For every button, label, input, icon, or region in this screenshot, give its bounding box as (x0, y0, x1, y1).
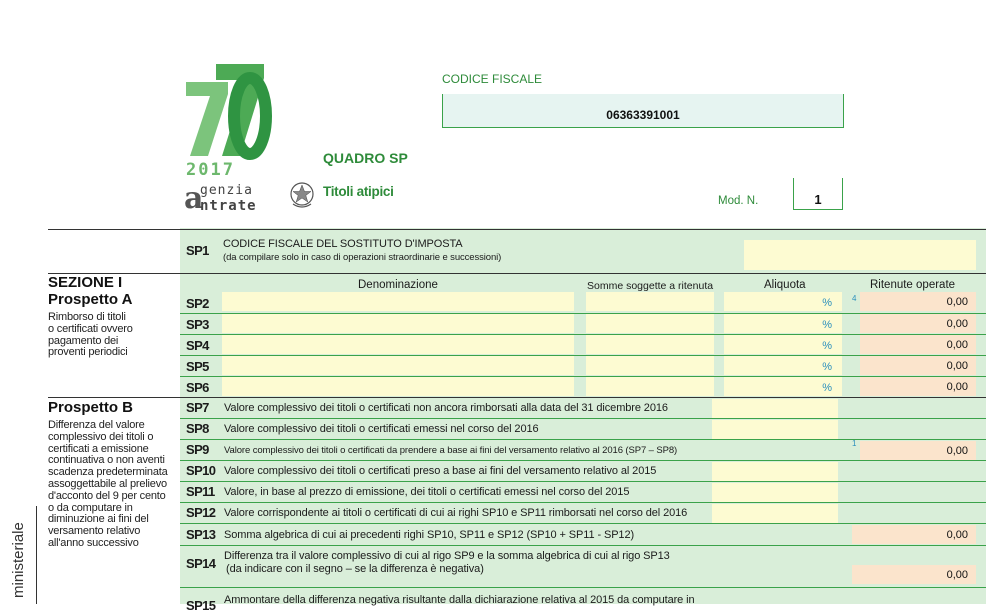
prospetto-a-title: Prospetto A (48, 291, 133, 308)
row-code-sp14: SP14 (186, 556, 216, 571)
row-divider (180, 587, 986, 588)
sp11-value-input[interactable] (712, 483, 838, 502)
percent-sign: % (822, 297, 832, 309)
sp14-value: 0,00 (946, 569, 968, 581)
desc-line: versamento relativo (48, 525, 141, 538)
agenzia-line2: ntrate (200, 198, 257, 214)
desc-line: scadenza predeterminata (48, 466, 168, 479)
row-divider (180, 481, 986, 482)
row-code-sp5: SP5 (186, 359, 209, 374)
desc-line: Differenza del valore (48, 419, 145, 431)
quadro-subtitle: Titoli atipici (323, 184, 394, 199)
section-divider (48, 273, 986, 274)
sp7-text: Valore complessivo dei titoli o certificati non ancora rimborsati alla data del 31 dicembre 2016 (224, 402, 668, 414)
sp7-value-input[interactable] (712, 399, 838, 418)
sp4-aliquota-input[interactable] (724, 335, 842, 354)
sp10-value-input[interactable] (712, 462, 838, 481)
side-ministeriale-label: ministeriale (10, 522, 27, 598)
prospetto-b-divider (48, 397, 986, 398)
sp11-text: Valore, in base al prezzo di emissione, dei titoli o certificati emessi nel corso del 2015 (224, 486, 630, 498)
col-aliquota: Aliquota (764, 279, 806, 291)
desc-line: o certificati ovvero (48, 322, 133, 335)
agenzia-line1: genzia (200, 183, 253, 198)
percent-sign: % (822, 361, 832, 373)
col-denominazione: Denominazione (358, 279, 438, 291)
row-code-sp6: SP6 (186, 380, 209, 395)
logo-770-graphic (184, 60, 294, 160)
prospetto-b-title: Prospetto B (48, 399, 134, 416)
row-divider (180, 418, 986, 419)
sp12-text: Valore corrispondente ai titoli o certificati di cui ai righi SP10 e SP11 rimborsati nel corso del 2016 (224, 507, 688, 519)
row-code-sp10: SP10 (186, 463, 216, 478)
model-770-logo (184, 60, 294, 220)
sp9-field-num: 1 (852, 439, 857, 448)
sp3-aliquota-input[interactable] (724, 314, 842, 333)
sp6-ritenute-input[interactable] (860, 377, 976, 396)
desc-line: certificati a emissione (48, 442, 149, 455)
row-divider (180, 502, 986, 503)
row-code-sp15: SP15 (186, 598, 216, 613)
sp14-text2: (da indicare con il segno – se la differenza è negativa) (226, 563, 484, 575)
sp4-somme-input[interactable] (586, 335, 714, 354)
percent-sign: % (822, 319, 832, 331)
agenzia-initial: a (184, 181, 204, 216)
desc-line: pagamento dei (48, 334, 119, 347)
top-divider (48, 229, 986, 230)
row-code-sp7: SP7 (186, 400, 209, 415)
republic-emblem-icon (289, 180, 315, 210)
row-divider (180, 523, 986, 524)
row-code-sp1: SP1 (186, 243, 209, 258)
sp5-aliquota-input[interactable] (724, 356, 842, 375)
sp6-aliquota-input[interactable] (724, 377, 842, 396)
mod-n-field[interactable] (793, 178, 843, 210)
cf-box-ticks (443, 94, 843, 100)
desc-line: assoggettabile al prelievo (48, 477, 167, 490)
sp8-value-input[interactable] (712, 420, 838, 439)
sp5-ritenute-value: 0,00 (946, 360, 968, 372)
percent-sign: % (822, 340, 832, 352)
sp6-somme-input[interactable] (586, 377, 714, 396)
sp9-text: Valore complessivo dei titoli o certificati da prendere a base ai fini del versamento relativo al 2016 (SP7 – SP8) (224, 445, 678, 456)
sp2-denominazione-input[interactable] (222, 292, 574, 311)
sp8-text: Valore complessivo dei titoli o certificati emessi nel corso del 2016 (224, 423, 539, 435)
sp12-value-input[interactable] (712, 504, 838, 523)
row-code-sp2: SP2 (186, 296, 209, 311)
row-code-sp9: SP9 (186, 442, 209, 457)
sp14-value-input[interactable] (852, 565, 976, 584)
codice-fiscale-label: CODICE FISCALE (442, 72, 543, 86)
sp1-title: CODICE FISCALE DEL SOSTITUTO D'IMPOSTA (223, 238, 463, 250)
sp2-ritenute-value: 0,00 (946, 296, 968, 308)
desc-line: o da computare in (48, 501, 133, 514)
row-code-sp13: SP13 (186, 527, 216, 542)
row-divider (180, 545, 986, 546)
row-code-sp4: SP4 (186, 338, 209, 353)
prospetto-b-desc (48, 420, 168, 550)
sp3-somme-input[interactable] (586, 314, 714, 333)
desc-line: all'anno successivo (48, 536, 139, 549)
mod-n-value: 1 (814, 192, 822, 207)
form-background (180, 228, 986, 604)
sp6-denominazione-input[interactable] (222, 377, 574, 396)
side-bar (36, 506, 37, 604)
codice-fiscale-field[interactable] (442, 94, 844, 128)
codice-fiscale-value: 06363391001 (606, 108, 680, 122)
sp15-text: Ammontare della differenza negativa risultante dalla dichiarazione relativa al 2015 da computare in (224, 594, 695, 606)
row-code-sp11: SP11 (186, 484, 215, 499)
sp2-aliquota-input[interactable] (724, 292, 842, 311)
desc-line: continuativa o non aventi (48, 454, 165, 467)
sp9-value-input[interactable] (860, 441, 976, 460)
sp2-ritenute-input[interactable] (860, 292, 976, 311)
logo-year: 2017 (186, 160, 235, 180)
row-divider (180, 460, 986, 461)
col-num-4: 4 (852, 294, 857, 303)
sp4-ritenute-input[interactable] (860, 335, 976, 354)
sp2-somme-input[interactable] (586, 292, 714, 311)
desc-line: proventi periodici (48, 346, 128, 359)
sp3-ritenute-value: 0,00 (946, 318, 968, 330)
col-ritenute: Ritenute operate (870, 279, 956, 291)
sp10-text: Valore complessivo dei titoli o certificati preso a base ai fini del versamento relativo al 2015 (224, 465, 657, 477)
sp13-value: 0,00 (946, 529, 968, 541)
desc-line: diminuzione ai fini del (48, 513, 149, 526)
sp5-ritenute-input[interactable] (860, 356, 976, 375)
sp4-ritenute-value: 0,00 (946, 339, 968, 351)
sp13-text: Somma algebrica di cui ai precedenti righi SP10, SP11 e SP12 (SP10 + SP11 - SP12) (224, 529, 635, 541)
sp3-denominazione-input[interactable] (222, 314, 574, 333)
prospetto-a-desc (48, 312, 133, 359)
percent-sign: % (822, 382, 832, 394)
desc-line: Rimborso di titoli (48, 311, 126, 323)
sp14-text: Differenza tra il valore complessivo di cui al rigo SP9 e la somma algebrica di cui al rigo SP13 (224, 550, 670, 562)
sp5-denominazione-input[interactable] (222, 356, 574, 375)
row-code-sp3: SP3 (186, 317, 209, 332)
row-code-sp8: SP8 (186, 421, 209, 436)
col-somme: Somme soggette a ritenuta (587, 280, 714, 292)
mod-n-label: Mod. N. (718, 195, 759, 207)
sp13-value-input[interactable] (852, 525, 976, 544)
row-divider (180, 439, 986, 440)
sp4-denominazione-input[interactable] (222, 335, 574, 354)
section1-title: SEZIONE I (48, 274, 123, 291)
sp3-ritenute-input[interactable] (860, 314, 976, 333)
sp1-subtitle: (da compilare solo in caso di operazioni straordinarie e successioni) (223, 252, 502, 263)
sp6-ritenute-value: 0,00 (946, 381, 968, 393)
sp5-somme-input[interactable] (586, 356, 714, 375)
quadro-title: QUADRO SP (323, 150, 408, 166)
sp1-cf-input[interactable] (744, 240, 976, 270)
desc-line: complessivo dei titoli o (48, 430, 154, 443)
row-code-sp12: SP12 (186, 505, 216, 520)
agenzia-entrate-logo (184, 182, 289, 218)
sp9-value: 0,00 (946, 445, 968, 457)
desc-line: d'acconto del 9 per cento (48, 489, 166, 502)
